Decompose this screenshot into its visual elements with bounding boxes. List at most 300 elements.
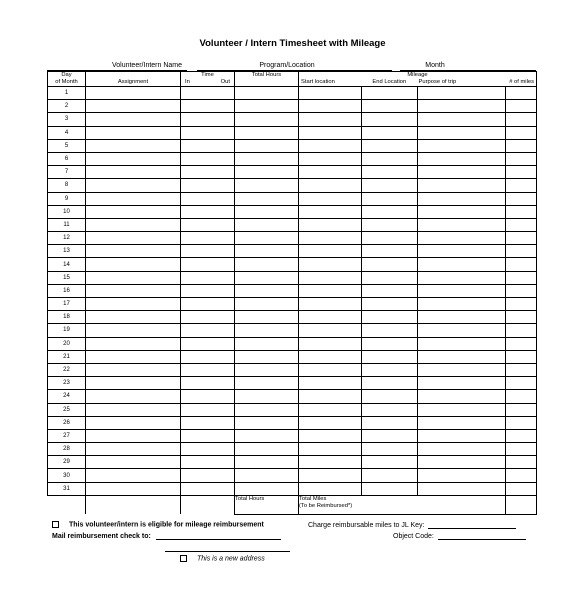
table-row — [48, 350, 537, 363]
table-row — [48, 390, 537, 403]
purpose-cell[interactable] — [418, 192, 506, 205]
assignment-cell[interactable] — [86, 390, 181, 403]
new-address-row — [180, 555, 265, 562]
assignment-cell[interactable] — [86, 443, 181, 456]
table-row — [48, 113, 537, 126]
end-location-cell[interactable] — [362, 469, 418, 482]
day-cell: 1 — [48, 87, 86, 100]
total-miles-label: Total Miles — [299, 495, 327, 502]
day-cell: 13 — [48, 245, 86, 258]
total-miles-cell[interactable] — [506, 495, 537, 514]
time-in-out-cell[interactable] — [181, 284, 235, 297]
assignment-cell[interactable] — [86, 113, 181, 126]
end-location-cell[interactable] — [362, 192, 418, 205]
end-location-cell[interactable] — [362, 403, 418, 416]
total-hours-cell[interactable] — [235, 271, 299, 284]
time-in-out-cell[interactable] — [181, 126, 235, 139]
time-in-out-cell[interactable] — [181, 245, 235, 258]
purpose-cell[interactable] — [418, 416, 506, 429]
assignment-cell[interactable] — [86, 324, 181, 337]
time-in-out-cell[interactable] — [181, 324, 235, 337]
total-hours-cell[interactable] — [235, 495, 299, 514]
purpose-cell[interactable] — [418, 469, 506, 482]
end-location-cell[interactable] — [362, 337, 418, 350]
day-cell: 20 — [48, 337, 86, 350]
table-row — [48, 271, 537, 284]
eligible-checkbox[interactable] — [52, 521, 59, 528]
time-in-out-cell[interactable] — [181, 403, 235, 416]
purpose-cell[interactable] — [418, 429, 506, 442]
purpose-cell[interactable] — [418, 350, 506, 363]
miles-cell[interactable] — [506, 363, 537, 376]
purpose-cell[interactable] — [418, 443, 506, 456]
assignment-header-label: Assignment — [117, 79, 149, 85]
end-location-cell[interactable] — [362, 482, 418, 495]
assignment-header — [86, 72, 181, 87]
name-field-label: Volunteer/Intern Name — [111, 62, 183, 69]
end-location-cell[interactable] — [362, 271, 418, 284]
table-row — [48, 139, 537, 152]
document-title: Volunteer / Intern Timesheet with Mileage — [199, 38, 386, 49]
start-location-cell[interactable] — [299, 232, 362, 245]
start-location-cell[interactable] — [299, 192, 362, 205]
miles-cell[interactable] — [506, 192, 537, 205]
miles-cell[interactable] — [506, 377, 537, 390]
miles-cell[interactable] — [506, 126, 537, 139]
miles-cell[interactable] — [506, 350, 537, 363]
purpose-cell[interactable] — [418, 284, 506, 297]
table-row — [48, 205, 537, 218]
miles-cell[interactable] — [506, 179, 537, 192]
purpose-cell[interactable] — [418, 482, 506, 495]
start-location-cell[interactable] — [299, 337, 362, 350]
purpose-cell[interactable] — [418, 113, 506, 126]
day-cell: 5 — [48, 139, 86, 152]
mail-check-line-1[interactable] — [156, 532, 281, 540]
start-location-cell[interactable] — [299, 456, 362, 469]
object-code-row — [393, 532, 526, 540]
day-cell: 15 — [48, 271, 86, 284]
start-location-cell[interactable] — [299, 482, 362, 495]
end-location-cell[interactable] — [362, 416, 418, 429]
start-location-cell[interactable] — [299, 258, 362, 271]
day-cell: 29 — [48, 456, 86, 469]
purpose-cell[interactable] — [418, 311, 506, 324]
start-location-cell[interactable] — [299, 113, 362, 126]
miles-cell[interactable] — [506, 245, 537, 258]
miles-cell[interactable] — [506, 232, 537, 245]
time-in-out-cell[interactable] — [181, 139, 235, 152]
assignment-cell[interactable] — [86, 126, 181, 139]
table-row — [48, 100, 537, 113]
miles-cell[interactable] — [506, 324, 537, 337]
table-row — [48, 192, 537, 205]
table-row — [48, 416, 537, 429]
purpose-cell[interactable] — [418, 126, 506, 139]
purpose-cell[interactable] — [418, 232, 506, 245]
purpose-cell[interactable] — [418, 337, 506, 350]
table-row — [48, 443, 537, 456]
start-location-cell[interactable] — [299, 166, 362, 179]
total-hours-header-label: Total Hours — [251, 72, 282, 78]
purpose-cell[interactable] — [418, 377, 506, 390]
start-location-cell[interactable] — [299, 324, 362, 337]
total-hours-cell[interactable] — [235, 245, 299, 258]
time-in-out-cell[interactable] — [181, 350, 235, 363]
table-row — [48, 403, 537, 416]
start-location-cell[interactable] — [299, 469, 362, 482]
time-in-out-cell[interactable] — [181, 377, 235, 390]
total-hours-cell[interactable] — [235, 469, 299, 482]
miles-cell[interactable] — [506, 218, 537, 231]
assignment-cell[interactable] — [86, 258, 181, 271]
end-location-cell[interactable] — [362, 179, 418, 192]
start-location-cell[interactable] — [299, 390, 362, 403]
table-row — [48, 258, 537, 271]
end-location-cell[interactable] — [362, 443, 418, 456]
table-row — [48, 429, 537, 442]
assignment-cell[interactable] — [86, 179, 181, 192]
start-location-cell[interactable] — [299, 350, 362, 363]
miles-cell[interactable] — [506, 456, 537, 469]
start-location-cell[interactable] — [299, 126, 362, 139]
assignment-cell[interactable] — [86, 350, 181, 363]
assignment-cell[interactable] — [86, 363, 181, 376]
time-in-out-cell[interactable] — [181, 87, 235, 100]
miles-cell[interactable] — [506, 298, 537, 311]
assignment-cell[interactable] — [86, 403, 181, 416]
miles-cell[interactable] — [506, 166, 537, 179]
purpose-cell[interactable] — [418, 271, 506, 284]
start-location-cell[interactable] — [299, 284, 362, 297]
end-location-cell[interactable] — [362, 166, 418, 179]
start-location-cell[interactable] — [299, 443, 362, 456]
total-hours-cell[interactable] — [235, 258, 299, 271]
time-in-out-cell[interactable] — [181, 166, 235, 179]
time-in-out-cell[interactable] — [181, 258, 235, 271]
time-in-out-cell[interactable] — [181, 337, 235, 350]
end-location-cell[interactable] — [362, 245, 418, 258]
table-row — [48, 152, 537, 165]
time-in-out-cell[interactable] — [181, 390, 235, 403]
total-hours-cell[interactable] — [235, 337, 299, 350]
end-location-cell[interactable] — [362, 429, 418, 442]
time-in-out-cell[interactable] — [181, 469, 235, 482]
end-location-cell[interactable] — [362, 152, 418, 165]
miles-cell[interactable] — [506, 152, 537, 165]
time-in-out-cell[interactable] — [181, 429, 235, 442]
assignment-cell[interactable] — [86, 87, 181, 100]
table-row — [48, 324, 537, 337]
start-location-cell[interactable] — [299, 245, 362, 258]
time-in-out-cell[interactable] — [181, 179, 235, 192]
start-location-cell[interactable] — [299, 298, 362, 311]
purpose-cell[interactable] — [418, 205, 506, 218]
end-location-cell[interactable] — [362, 324, 418, 337]
time-in-out-cell[interactable] — [181, 456, 235, 469]
miles-cell[interactable] — [506, 113, 537, 126]
total-hours-cell[interactable] — [235, 482, 299, 495]
start-location-cell[interactable] — [299, 87, 362, 100]
miles-cell[interactable] — [506, 403, 537, 416]
assignment-cell[interactable] — [86, 139, 181, 152]
day-cell: 30 — [48, 469, 86, 482]
month-field-label: Month — [425, 62, 445, 69]
start-location-cell[interactable] — [299, 403, 362, 416]
end-location-cell[interactable] — [362, 363, 418, 376]
miles-cell[interactable] — [506, 416, 537, 429]
day-cell: 2 — [48, 100, 86, 113]
purpose-cell[interactable] — [418, 363, 506, 376]
assignment-cell[interactable] — [86, 416, 181, 429]
assignment-cell[interactable] — [86, 377, 181, 390]
end-location-cell[interactable] — [362, 205, 418, 218]
time-in-out-cell[interactable] — [181, 363, 235, 376]
end-location-cell[interactable] — [362, 456, 418, 469]
assignment-cell[interactable] — [86, 456, 181, 469]
purpose-cell[interactable] — [418, 166, 506, 179]
time-header-label: Time — [201, 72, 214, 78]
assignment-cell[interactable] — [86, 218, 181, 231]
end-location-cell[interactable] — [362, 113, 418, 126]
start-location-cell[interactable] — [299, 271, 362, 284]
miles-cell[interactable] — [506, 258, 537, 271]
miles-cell[interactable] — [506, 469, 537, 482]
time-header — [181, 72, 235, 87]
total-hours-cell[interactable] — [235, 429, 299, 442]
time-in-out-cell[interactable] — [181, 192, 235, 205]
time-in-out-cell[interactable] — [181, 416, 235, 429]
time-in-out-cell[interactable] — [181, 443, 235, 456]
time-in-out-cell[interactable] — [181, 271, 235, 284]
total-hours-cell[interactable] — [235, 324, 299, 337]
time-in-out-cell[interactable] — [181, 311, 235, 324]
day-of-month-header — [48, 72, 86, 87]
assignment-cell[interactable] — [86, 232, 181, 245]
day-cell: 31 — [48, 482, 86, 495]
total-hours-cell[interactable] — [235, 126, 299, 139]
total-hours-cell[interactable] — [235, 192, 299, 205]
assignment-cell[interactable] — [86, 298, 181, 311]
start-location-cell[interactable] — [299, 179, 362, 192]
miles-cell[interactable] — [506, 139, 537, 152]
day-cell: 23 — [48, 377, 86, 390]
table-row — [48, 218, 537, 231]
object-code-line[interactable] — [438, 532, 526, 540]
assignment-cell[interactable] — [86, 284, 181, 297]
day-cell: 6 — [48, 152, 86, 165]
day-cell: 24 — [48, 390, 86, 403]
end-location-cell[interactable] — [362, 298, 418, 311]
assignment-cell[interactable] — [86, 271, 181, 284]
total-hours-cell[interactable] — [235, 311, 299, 324]
end-location-cell[interactable] — [362, 284, 418, 297]
totals-blank-1 — [48, 495, 86, 514]
total-hours-cell[interactable] — [235, 350, 299, 363]
purpose-cell[interactable] — [418, 390, 506, 403]
assignment-cell[interactable] — [86, 469, 181, 482]
miles-cell[interactable] — [506, 390, 537, 403]
new-address-checkbox[interactable] — [180, 555, 187, 562]
total-hours-cell[interactable] — [235, 100, 299, 113]
time-in-out-cell[interactable] — [181, 152, 235, 165]
time-in-out-cell[interactable] — [181, 482, 235, 495]
assignment-cell[interactable] — [86, 311, 181, 324]
total-hours-cell[interactable] — [235, 390, 299, 403]
miles-cell[interactable] — [506, 443, 537, 456]
miles-cell[interactable] — [506, 271, 537, 284]
jl-key-line[interactable] — [428, 521, 516, 529]
total-hours-cell[interactable] — [235, 298, 299, 311]
charge-miles-row — [308, 521, 516, 529]
miles-cell[interactable] — [506, 482, 537, 495]
day-cell: 21 — [48, 350, 86, 363]
purpose-cell[interactable] — [418, 87, 506, 100]
table-row — [48, 232, 537, 245]
start-location-cell[interactable] — [299, 205, 362, 218]
assignment-cell[interactable] — [86, 100, 181, 113]
end-location-cell[interactable] — [362, 100, 418, 113]
total-hours-cell[interactable] — [235, 232, 299, 245]
charge-miles-label: Charge reimbursable miles to JL Key: — [308, 522, 425, 529]
day-header-line1: Day — [61, 72, 72, 78]
time-in-out-cell[interactable] — [181, 232, 235, 245]
purpose-cell[interactable] — [418, 100, 506, 113]
end-location-cell[interactable] — [362, 218, 418, 231]
table-row — [48, 337, 537, 350]
start-location-cell[interactable] — [299, 429, 362, 442]
purpose-cell[interactable] — [418, 258, 506, 271]
total-hours-cell[interactable] — [235, 416, 299, 429]
purpose-cell[interactable] — [418, 298, 506, 311]
purpose-cell[interactable] — [418, 152, 506, 165]
total-hours-cell[interactable] — [235, 113, 299, 126]
time-in-out-cell[interactable] — [181, 113, 235, 126]
total-hours-cell[interactable] — [235, 166, 299, 179]
total-hours-cell[interactable] — [235, 139, 299, 152]
time-in-label: In — [185, 79, 190, 85]
mail-check-line-2[interactable] — [165, 544, 290, 552]
start-location-cell[interactable] — [299, 139, 362, 152]
table-row — [48, 179, 537, 192]
start-location-cell[interactable] — [299, 377, 362, 390]
start-location-cell[interactable] — [299, 152, 362, 165]
start-location-cell[interactable] — [299, 100, 362, 113]
end-location-cell[interactable] — [362, 232, 418, 245]
total-hours-cell[interactable] — [235, 377, 299, 390]
table-row — [48, 284, 537, 297]
assignment-cell[interactable] — [86, 245, 181, 258]
total-hours-cell[interactable] — [235, 284, 299, 297]
time-in-out-cell[interactable] — [181, 298, 235, 311]
num-miles-label: # of miles — [509, 79, 534, 85]
mail-check-label: Mail reimbursement check to: — [52, 533, 151, 540]
table-row — [48, 298, 537, 311]
purpose-cell[interactable] — [418, 456, 506, 469]
time-in-out-cell[interactable] — [181, 205, 235, 218]
assignment-cell[interactable] — [86, 337, 181, 350]
total-hours-cell[interactable] — [235, 179, 299, 192]
total-hours-cell[interactable] — [235, 403, 299, 416]
day-cell: 10 — [48, 205, 86, 218]
miles-cell[interactable] — [506, 100, 537, 113]
table-row — [48, 482, 537, 495]
assignment-cell[interactable] — [86, 152, 181, 165]
assignment-cell[interactable] — [86, 166, 181, 179]
total-hours-label: Total Hours — [235, 495, 265, 502]
total-hours-cell[interactable] — [235, 87, 299, 100]
miles-cell[interactable] — [506, 284, 537, 297]
end-location-cell[interactable] — [362, 139, 418, 152]
total-hours-cell[interactable] — [235, 443, 299, 456]
table-row — [48, 377, 537, 390]
start-location-cell[interactable] — [299, 363, 362, 376]
end-location-cell[interactable] — [362, 377, 418, 390]
assignment-cell[interactable] — [86, 192, 181, 205]
miles-cell[interactable] — [506, 337, 537, 350]
day-cell: 16 — [48, 284, 86, 297]
start-location-cell[interactable] — [299, 218, 362, 231]
time-in-out-cell[interactable] — [181, 100, 235, 113]
start-location-cell[interactable] — [299, 311, 362, 324]
timesheet-table — [47, 71, 537, 515]
object-code-label: Object Code: — [393, 533, 434, 540]
table-row — [48, 245, 537, 258]
program-field-label: Program/Location — [259, 62, 315, 69]
day-cell: 17 — [48, 298, 86, 311]
totals-row — [48, 495, 537, 514]
purpose-cell[interactable] — [418, 179, 506, 192]
assignment-cell[interactable] — [86, 205, 181, 218]
time-in-out-cell[interactable] — [181, 218, 235, 231]
total-hours-cell[interactable] — [235, 456, 299, 469]
assignment-cell[interactable] — [86, 429, 181, 442]
end-location-cell[interactable] — [362, 350, 418, 363]
purpose-cell[interactable] — [418, 218, 506, 231]
miles-cell[interactable] — [506, 311, 537, 324]
miles-cell[interactable] — [506, 205, 537, 218]
total-hours-cell[interactable] — [235, 152, 299, 165]
mileage-header — [299, 72, 537, 87]
end-location-cell[interactable] — [362, 126, 418, 139]
day-cell: 3 — [48, 113, 86, 126]
day-cell: 8 — [48, 179, 86, 192]
end-location-cell[interactable] — [362, 311, 418, 324]
end-location-cell[interactable] — [362, 390, 418, 403]
total-hours-cell[interactable] — [235, 363, 299, 376]
total-hours-cell[interactable] — [235, 205, 299, 218]
start-location-label: Start location — [301, 79, 335, 85]
purpose-cell[interactable] — [418, 139, 506, 152]
miles-cell[interactable] — [506, 429, 537, 442]
table-row — [48, 469, 537, 482]
assignment-cell[interactable] — [86, 482, 181, 495]
start-location-cell[interactable] — [299, 416, 362, 429]
purpose-label: Purpose of trip — [418, 79, 457, 85]
purpose-cell[interactable] — [418, 324, 506, 337]
end-location-cell[interactable] — [362, 87, 418, 100]
day-cell: 26 — [48, 416, 86, 429]
miles-cell[interactable] — [506, 87, 537, 100]
purpose-cell[interactable] — [418, 403, 506, 416]
total-miles-label-cell — [299, 495, 506, 514]
end-location-cell[interactable] — [362, 258, 418, 271]
table-row — [48, 126, 537, 139]
table-row — [48, 166, 537, 179]
end-location-label: End Location — [372, 79, 407, 85]
purpose-cell[interactable] — [418, 245, 506, 258]
total-hours-cell[interactable] — [235, 218, 299, 231]
